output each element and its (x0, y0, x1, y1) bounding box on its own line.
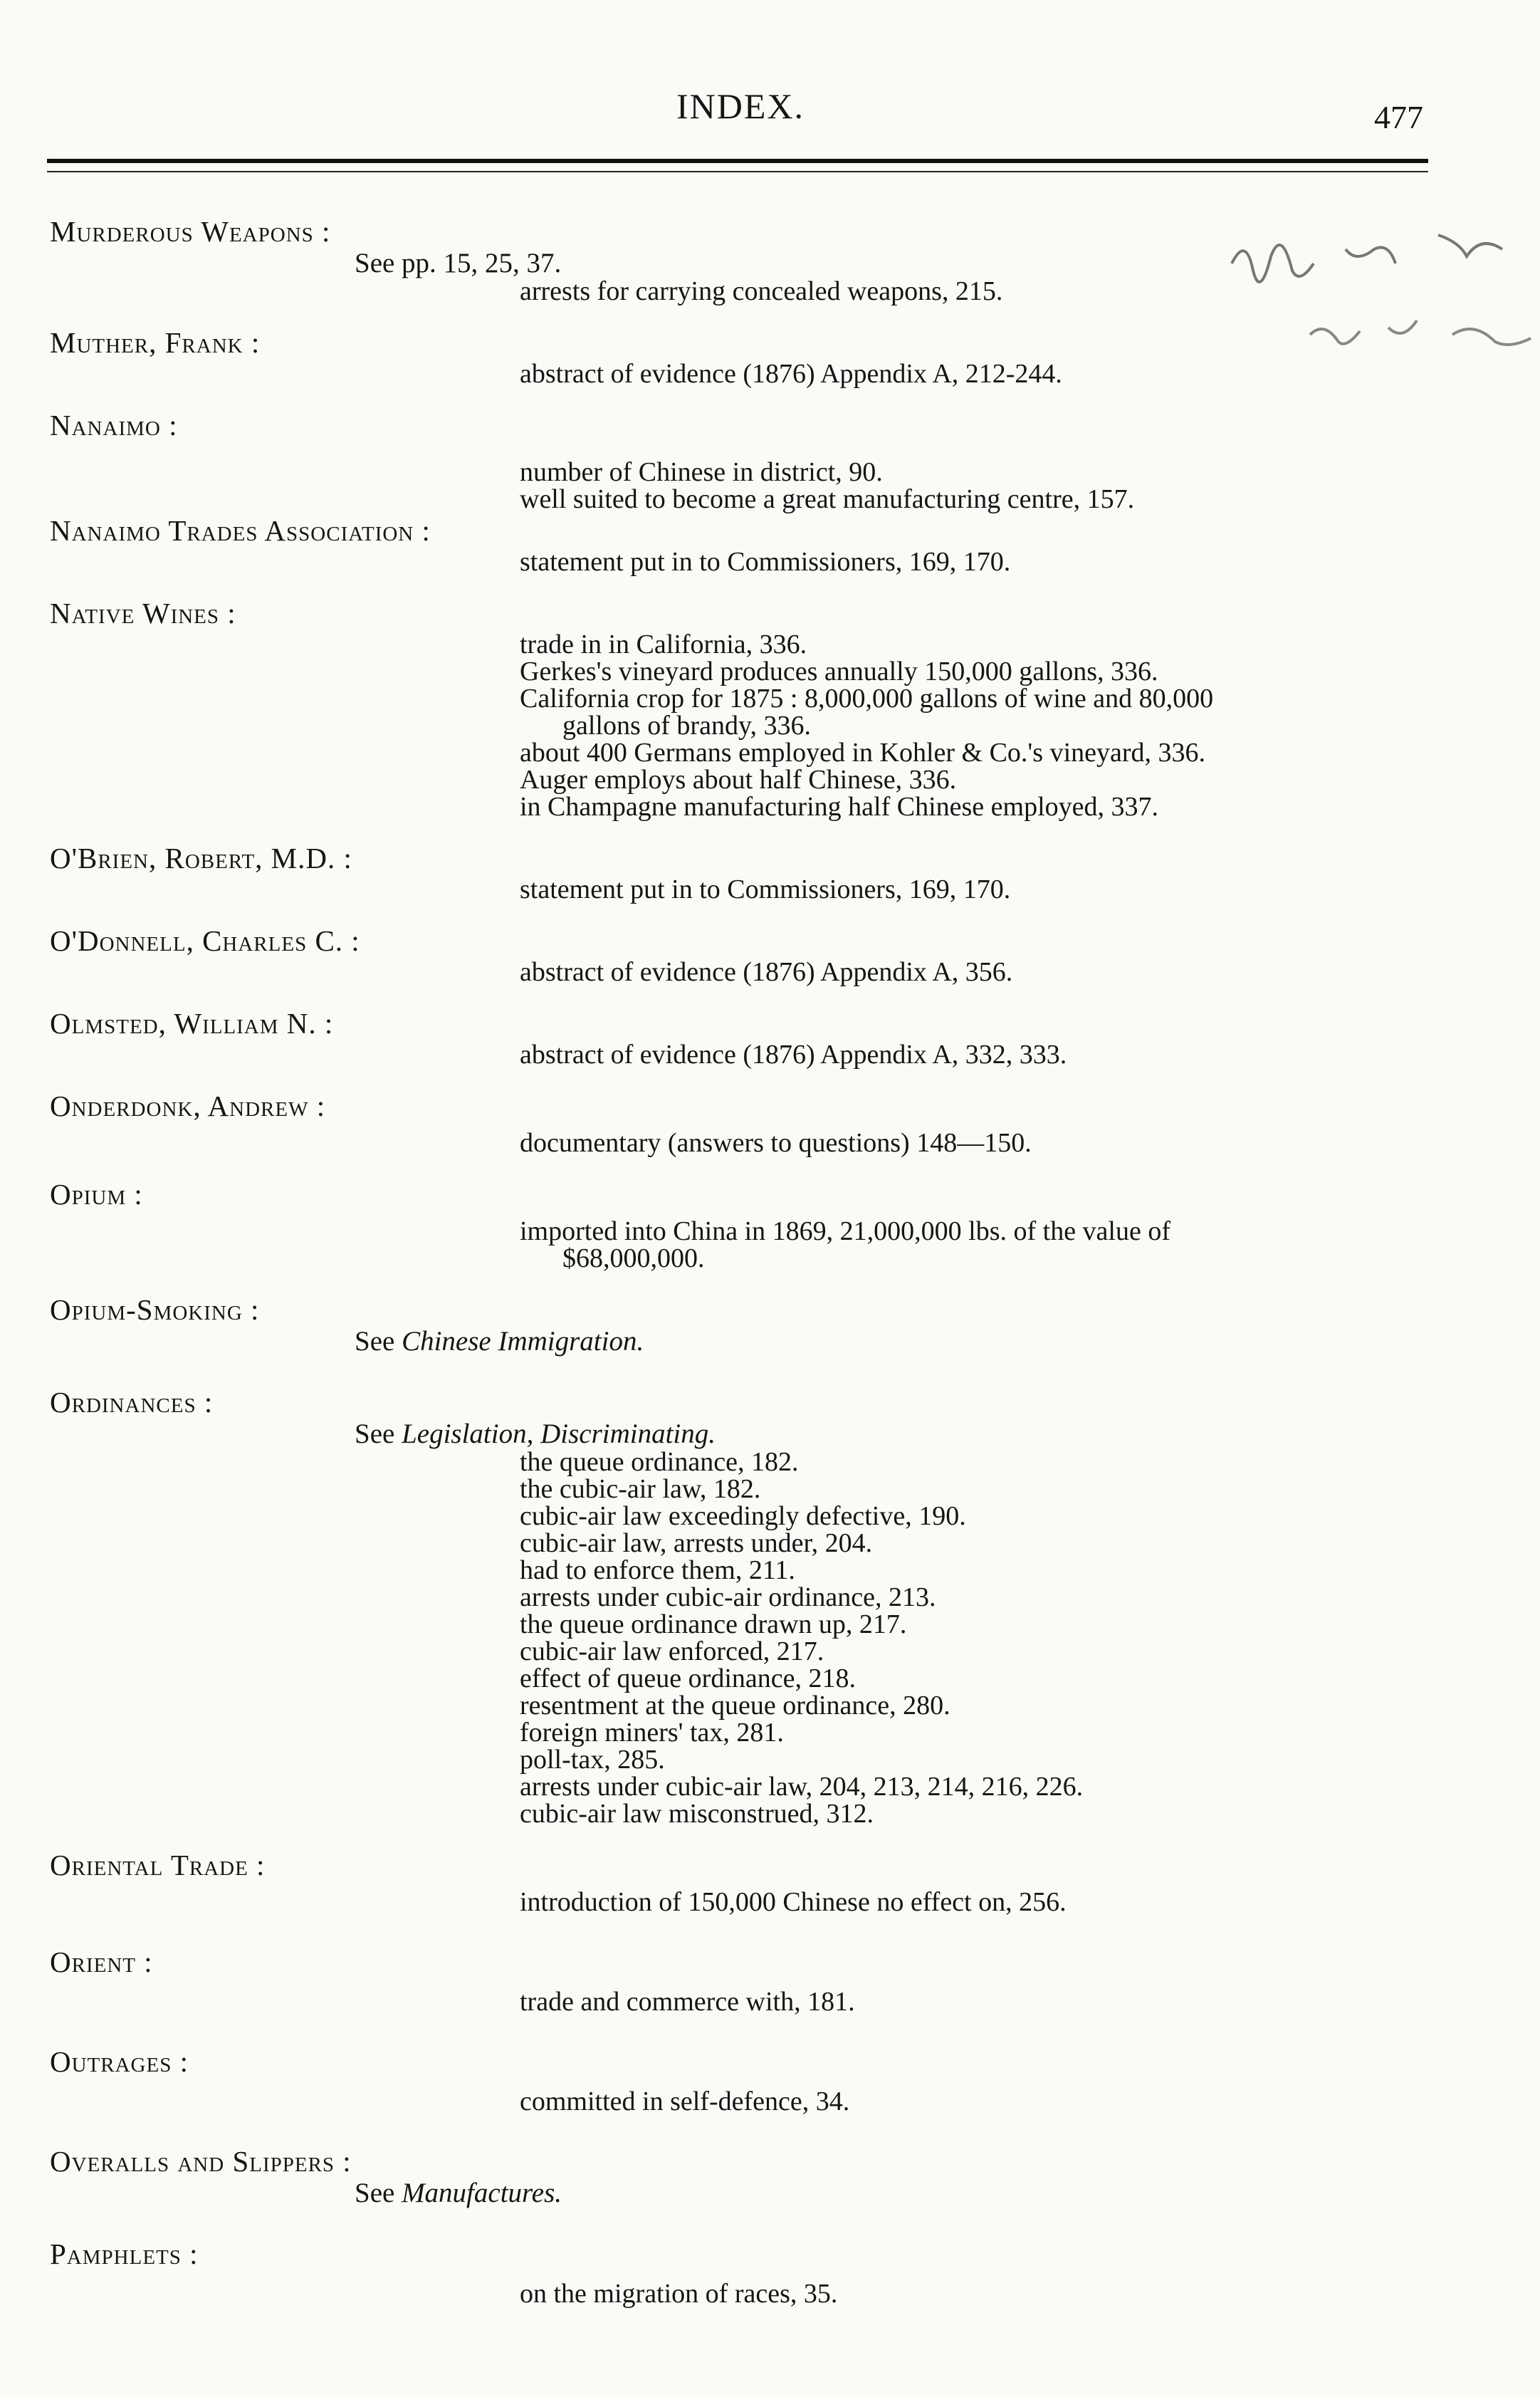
entry-item: abstract of evidence (1876) Appendix A, 332, 333. (520, 1040, 1067, 1070)
entry-heading: Nanaimo : (50, 409, 178, 442)
entry-item: statement put in to Commissioners, 169, 170. (520, 547, 1011, 577)
entry-heading: Overalls and Slippers : (50, 2145, 352, 2178)
entry-item: abstract of evidence (1876) Appendix A, 356. (520, 957, 1013, 987)
entry-heading: Opium : (50, 1178, 143, 1211)
entry-item: number of Chinese in district, 90. (520, 457, 883, 487)
index-entry (0, 513, 1540, 575)
entry-item: cubic-air law misconstrued, 312. (520, 1799, 874, 1829)
see-reference (355, 2179, 1540, 2208)
entry-heading: Outrages : (50, 2045, 189, 2078)
margin-handwriting-scribble (1225, 207, 1538, 420)
index-entry (0, 1847, 1540, 1916)
entry-item: cubic-air law, arrests under, 204. (520, 1528, 873, 1558)
see-label: See (355, 1326, 402, 1357)
running-title: INDEX. (676, 86, 805, 126)
entry-item: abstract of evidence (1876) Appendix A, 212-244. (520, 359, 1062, 389)
entry-heading: Pamphlets : (50, 2237, 199, 2270)
entry-item: the cubic-air law, 182. (520, 1474, 761, 1504)
index-entry (0, 2044, 1540, 2115)
index-entry (0, 1176, 1540, 1272)
entry-heading: Nanaimo Trades Association : (50, 514, 431, 547)
entry-item: imported into China in 1869, 21,000,000 lbs. of the value of (520, 1216, 1171, 1246)
entry-item: cubic-air law exceedingly defective, 190. (520, 1501, 966, 1531)
entry-heading: Orient : (50, 1946, 153, 1978)
index-entry (0, 1944, 1540, 2015)
entry-item: had to enforce them, 211. (520, 1555, 795, 1585)
index-entry (0, 923, 1540, 986)
index-entry (0, 2236, 1540, 2307)
see-reference (355, 1327, 1540, 1356)
entry-heading: Native Wines : (50, 597, 236, 630)
entry-item: arrests under cubic-air law, 204, 213, 214, 216, 226. (520, 1772, 1084, 1802)
see-label: See (355, 1419, 402, 1449)
entry-item: gallons of brandy, 336. (562, 711, 811, 741)
entry-item: resentment at the queue ordinance, 280. (520, 1691, 950, 1720)
page-header (0, 85, 1540, 135)
entry-item: the queue ordinance, 182. (520, 1447, 799, 1477)
entry-item: the queue ordinance drawn up, 217. (520, 1609, 907, 1639)
entry-item: arrests under cubic-air ordinance, 213. (520, 1582, 936, 1612)
entry-heading: O'Brien, Robert, M.D. : (50, 842, 352, 874)
index-entry (0, 407, 1540, 513)
entry-item: arrests for carrying concealed weapons, 215. (520, 276, 1003, 306)
see-label: See (355, 2178, 402, 2208)
see-reference (355, 1420, 1540, 1448)
entry-item: cubic-air law enforced, 217. (520, 1636, 824, 1666)
entry-item: $68,000,000. (562, 1243, 705, 1273)
entry-item: poll-tax, 285. (520, 1745, 665, 1775)
entry-item: foreign miners' tax, 281. (520, 1718, 784, 1748)
entry-heading: Opium-Smoking : (50, 1293, 260, 1326)
see-target: Manufactures. (402, 2178, 562, 2208)
entry-item: well suited to become a great manufacturing centre, 157. (520, 484, 1135, 514)
entry-item: trade in in California, 336. (520, 630, 807, 659)
entry-heading: Onderdonk, Andrew : (50, 1090, 326, 1122)
entry-heading: Murderous Weapons : (50, 215, 331, 248)
entry-item: on the migration of races, 35. (520, 2279, 838, 2309)
entry-heading: O'Donnell, Charles C. : (50, 924, 360, 957)
entry-item: in Champagne manufacturing half Chinese employed, 337. (520, 792, 1158, 822)
entry-heading: Ordinances : (50, 1386, 214, 1419)
entry-item: Auger employs about half Chinese, 336. (520, 765, 957, 795)
index-entry (0, 595, 1540, 820)
entry-item: introduction of 150,000 Chinese no effect on, 256. (520, 1887, 1067, 1917)
header-rule-thin (47, 171, 1428, 172)
index-entries (0, 214, 1540, 2307)
index-entry (0, 1384, 1540, 1827)
entry-item: California crop for 1875 : 8,000,000 gallons of wine and 80,000 (520, 684, 1214, 714)
entry-item: committed in self-defence, 34. (520, 2087, 850, 2116)
page-number: 477 (1374, 99, 1423, 135)
index-entry (0, 1088, 1540, 1156)
entry-item: trade and commerce with, 181. (520, 1987, 855, 2017)
entry-item: Gerkes's vineyard produces annually 150,000 gallons, 336. (520, 657, 1158, 686)
entry-heading: Muther, Frank : (50, 326, 261, 359)
entry-item: documentary (answers to questions) 148—150. (520, 1128, 1032, 1158)
index-entry (0, 1292, 1540, 1356)
see-target: Legislation, Discriminating. (402, 1419, 716, 1449)
header-rule-thick (47, 159, 1428, 163)
entry-item: effect of queue ordinance, 218. (520, 1664, 856, 1693)
see-target: Chinese Immigration. (402, 1326, 644, 1357)
see-reference: See pp. 15, 25, 37. (355, 248, 562, 278)
index-entry (0, 1006, 1540, 1068)
entry-item: about 400 Germans employed in Kohler & Co.'s vineyard, 336. (520, 738, 1206, 768)
entry-item: statement put in to Commissioners, 169, 170. (520, 874, 1011, 904)
index-entry (0, 2143, 1540, 2208)
index-entry (0, 840, 1540, 903)
entry-heading: Oriental Trade : (50, 1849, 266, 1881)
entry-heading: Olmsted, William N. : (50, 1007, 334, 1040)
